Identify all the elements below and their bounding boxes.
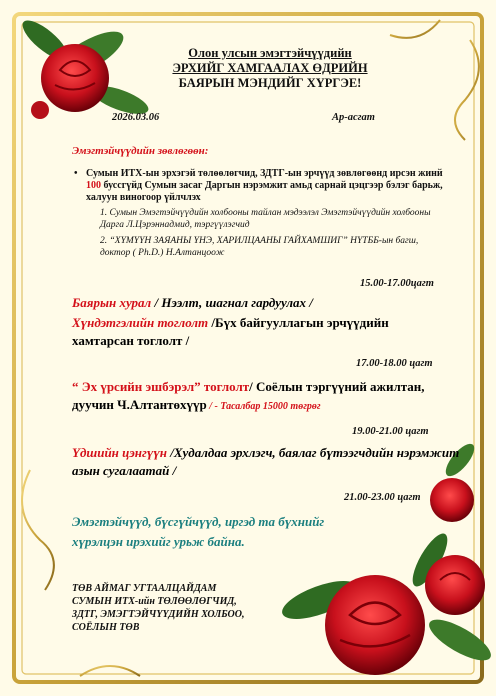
schedule-2-desc: / Соёлын тэргүүний ажилтан, дуучин Ч.Алтантөхүүр bbox=[72, 379, 425, 412]
schedule-1-desc: / Нээлт, шагнал гардуулах / bbox=[151, 295, 313, 310]
event-location: Ар-асгат bbox=[332, 112, 375, 123]
bullet-text-1: Сумын ИТХ-ын эрхэгэй төлөөлөгчид, ЗДТГ-ын эрчүүд зөвлөгөөнд ирсэн жинй bbox=[86, 168, 443, 179]
item-1-number: 1. bbox=[100, 208, 108, 218]
signature-block bbox=[72, 582, 245, 634]
item-1-text: Сумын Эмэгтэйчүүдийн холбооны тайлан мэдээлэл Эмэгтэйчүүдийн холбооны Дарга Л.Цэрэннадмид, тэргүүлэгчид bbox=[100, 208, 431, 230]
signature-line-4: СОЁЛЫН ТӨВ bbox=[72, 622, 140, 633]
signature-line-1: ТӨВ АЙМАГ УГТААЛЦАЙДАМ bbox=[72, 583, 217, 594]
item-2-text: “ХҮМҮҮН ЗАЯАНЫ ҮНЭ, ХАРИЛЦААНЫ ГАЙХАМШИГ” НҮТББ-ын багш, доктор ( Ph.D.) Н.Алтанцоож bbox=[100, 236, 419, 258]
schedule-4-time: 21.00-23.00 цагт bbox=[344, 492, 421, 503]
numbered-item-2 bbox=[100, 236, 440, 259]
signature-line-2: СУМЫН ИТХ-ийн ТӨЛӨӨЛӨГЧИД, bbox=[72, 596, 237, 607]
closing-invitation: Эмэгтэйчүүд, бүсгүйчүүд, иргэд та бүхнийг хүрэлцэн ирэхийг урьж байна. bbox=[72, 514, 325, 549]
schedule-2-line bbox=[72, 378, 462, 416]
signature-line-3: ЗДТГ, ЭМЭГТЭЙЧҮҮДИЙН ХОЛБОО, bbox=[72, 609, 245, 620]
schedule-2-title: “ Эх үрсийн эшбэрэл” тоглолт bbox=[72, 379, 250, 394]
event-date: 2026.03.06 bbox=[112, 112, 160, 123]
schedule-2-ticket: / - Тасалбар 15000 төгрөг bbox=[206, 401, 321, 412]
schedule-1-line-2 bbox=[72, 314, 452, 350]
bullet-text-2: буссгүйд Сумын засаг Даргын нэрэмжит амьд сарнай цэцгээр бэлэг барьж, халуун виногоор үйлчлэх bbox=[86, 180, 443, 203]
numbered-item-1 bbox=[100, 208, 440, 231]
bullet-dot: • bbox=[74, 168, 78, 179]
bullet-item bbox=[74, 168, 446, 204]
schedule-1-time: 15.00-17.00цагт bbox=[360, 278, 434, 289]
schedule-3-time: 19.00-21.00 цагт bbox=[352, 426, 429, 437]
schedule-1-line-1 bbox=[72, 294, 452, 312]
item-2-number: 2. bbox=[100, 236, 108, 246]
title-line-2: ЭРХИЙГ ХАМГААЛАХ ӨДРИЙН bbox=[172, 61, 368, 75]
schedule-3-desc: /Худалдаа эрхлэгч, баялаг бүтээгчдийн нэрэмжит азын сугалаатай / bbox=[72, 445, 460, 478]
schedule-1-desc-2: /Бүх байгууллагын эрчүүдийн хамтарсан тоглолт / bbox=[72, 315, 389, 348]
title-block bbox=[120, 46, 420, 91]
bullet-number: 100 bbox=[86, 180, 101, 191]
section-heading: Эмэгтэйчүүдийн зөвлөгөөн: bbox=[72, 145, 209, 157]
schedule-3-line bbox=[72, 444, 462, 480]
schedule-2-time: 17.00-18.00 цагт bbox=[356, 358, 433, 369]
title-line-3: БАЯРЫН МЭНДИЙГ ХҮРГЭЕ! bbox=[178, 76, 362, 90]
schedule-1-title-2: Хүндэтгэлийн тоглолт bbox=[72, 315, 209, 330]
title-line-1: Олон улсын эмэгтэйчүүдийн bbox=[188, 46, 352, 60]
schedule-1-title: Баярын хурал bbox=[72, 295, 152, 310]
schedule-3-title: Үдшийн цэнгүүн bbox=[72, 445, 168, 460]
